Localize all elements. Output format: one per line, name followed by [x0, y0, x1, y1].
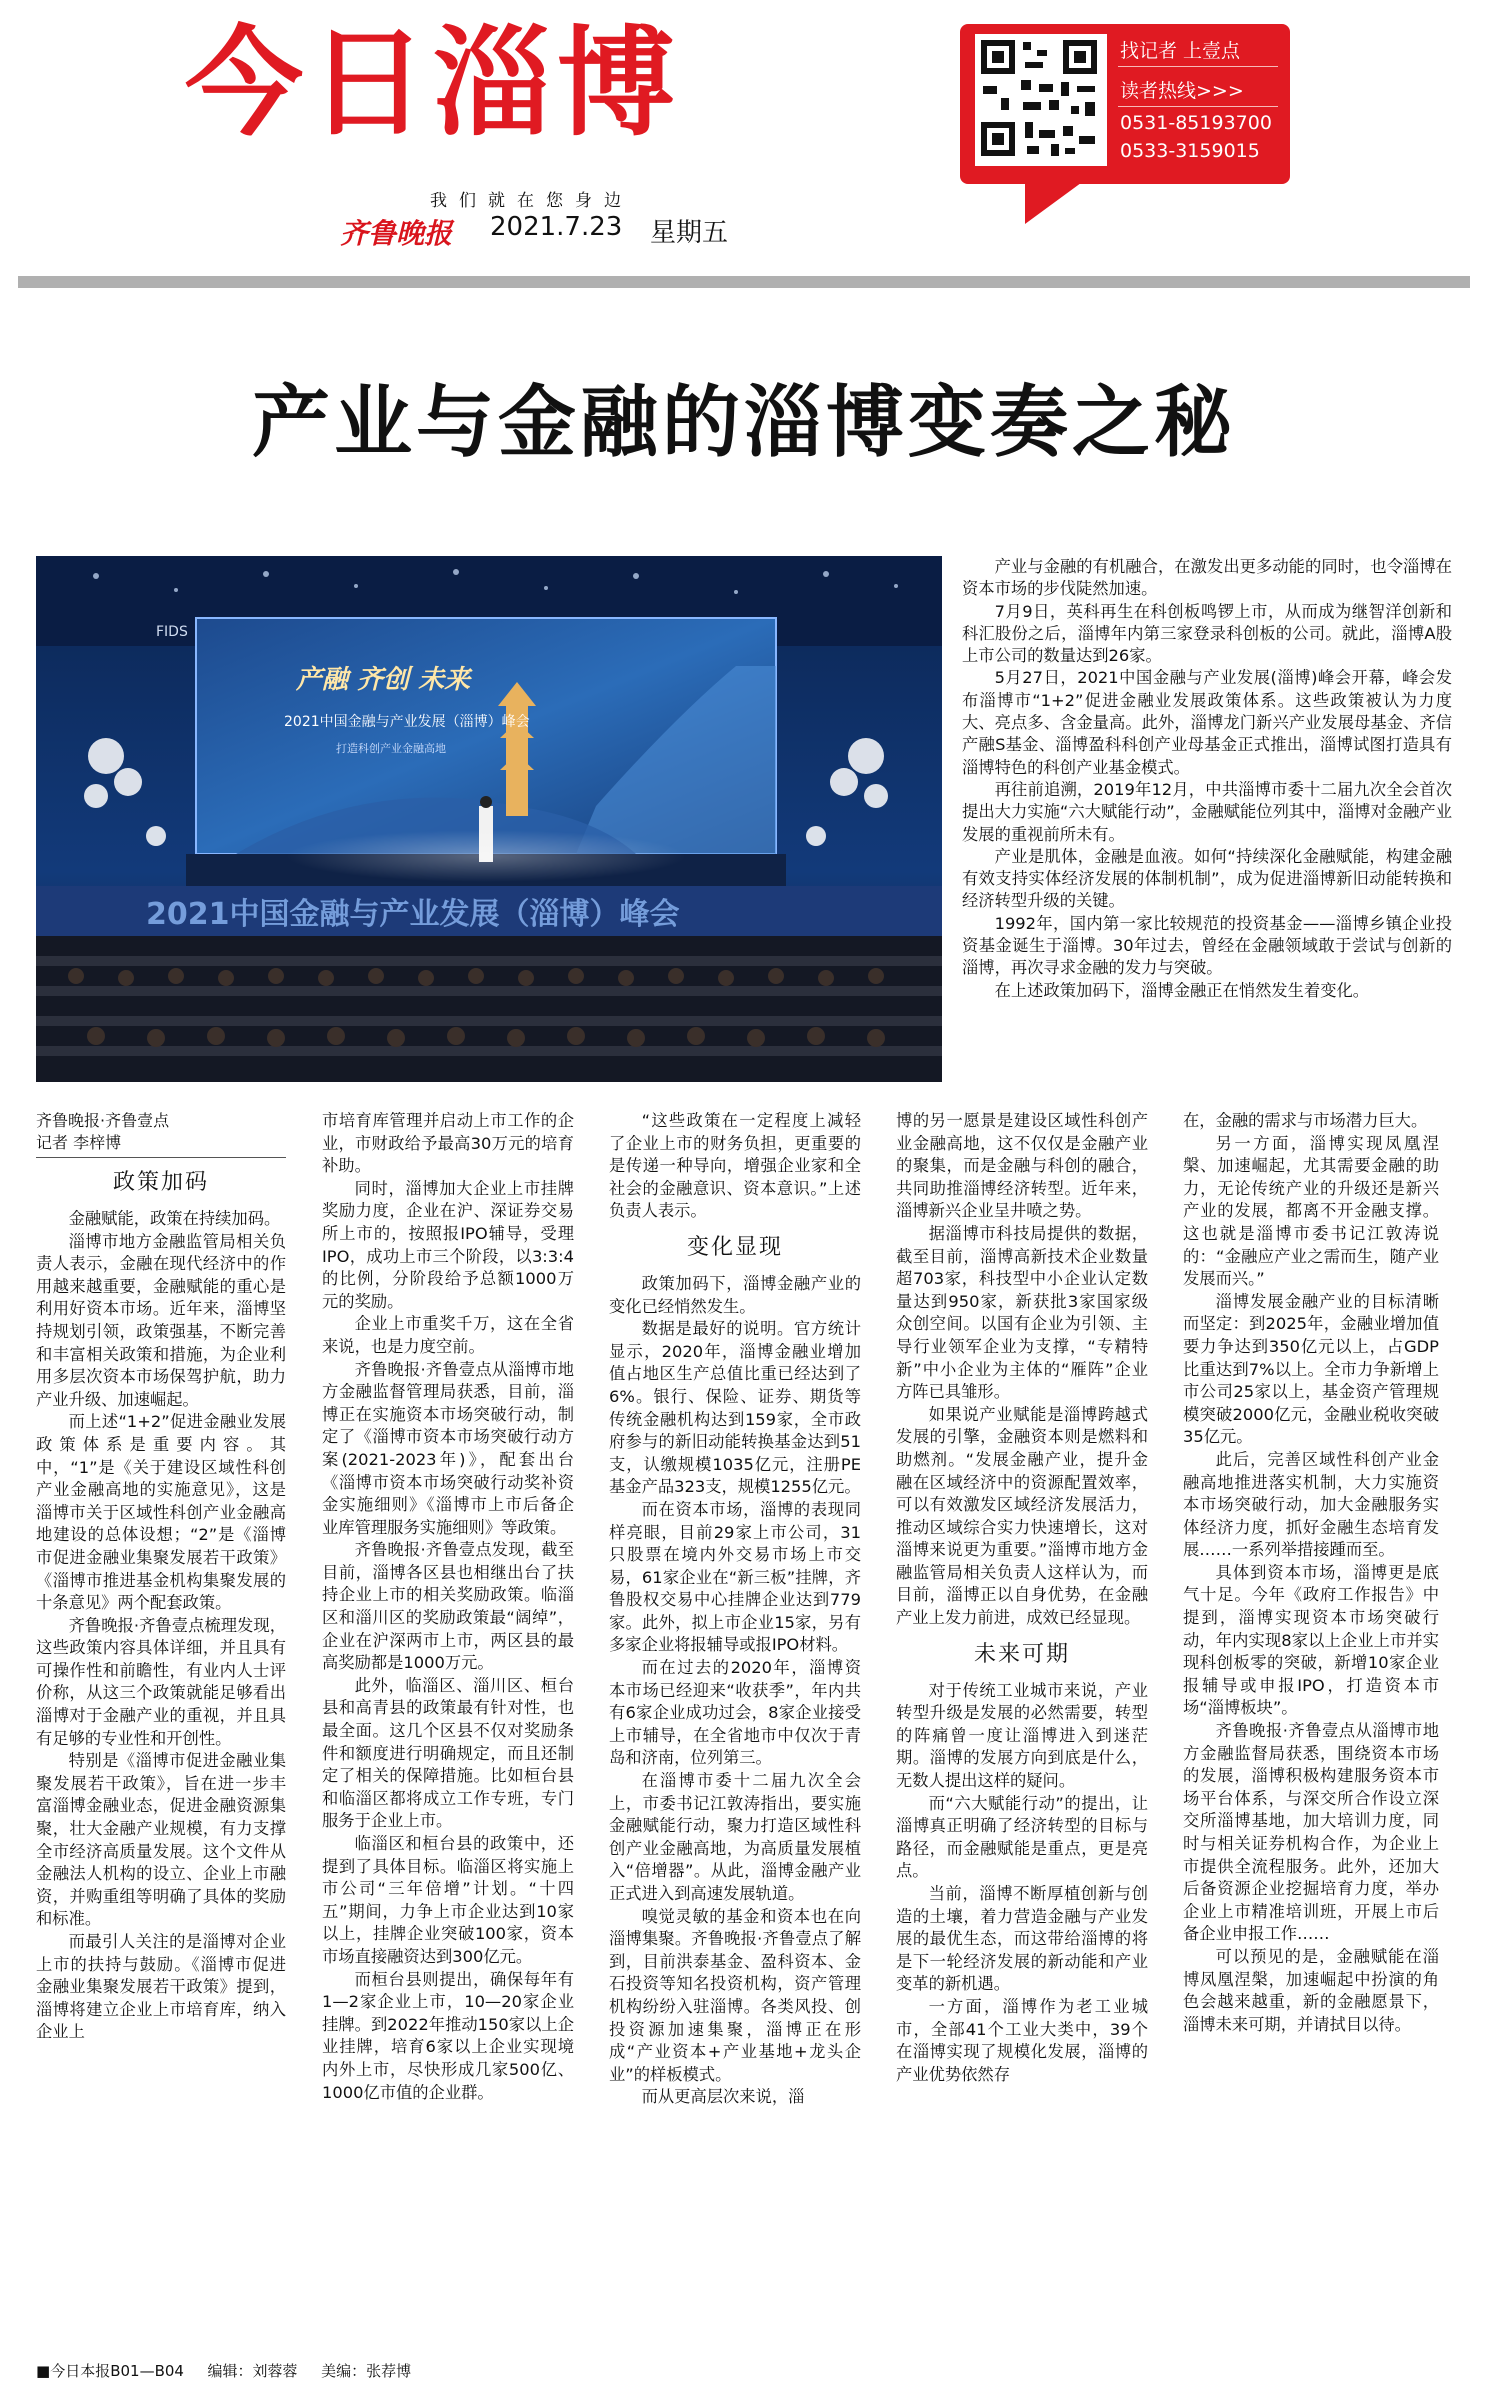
hotline-phone-1[interactable]: 0531-85193700 — [1120, 112, 1272, 134]
stage-banner: 2021中国金融与产业发展（淄博）峰会 — [146, 897, 680, 932]
body-paragraph: 而在过去的2020年，淄博资本市场已经迎来“收获季”，年内共有6家企业成功过会，8家企业接受上市辅导，在全省地市中仅次于青岛和济南，位列第三。 — [609, 1658, 861, 1768]
hotline-phone-2[interactable]: 0533-3159015 — [1120, 140, 1260, 162]
body-paragraph: 对于传统工业城市来说，产业转型升级是发展的必然需要，转型的阵痛曾一度让淄博进入到迷茫期。淄博的发展方向到底是什么，无数人提出这样的疑问。 — [896, 1680, 1148, 1791]
body-paragraph: 特别是《淄博市促进金融业集聚发展若干政策》，旨在进一步丰富淄博金融业态，促进金融资源集聚，壮大金融产业规模，有力支撑全市经济高质量发展。这个文件从金融法人机构的设立、企业上市融资，并购重组等明确了具体的奖励和标准。 — [36, 1751, 286, 1929]
issue-date: 2021.7.23 — [490, 212, 623, 242]
body-paragraph: 数据是最好的说明。官方统计显示，2020年，淄博金融业增加值占地区生产总值比重已经达到了6%。银行、保险、证券、期货等传统金融机构达到159家，全市政府参与的新旧动能转换基金达到51支，认缴规模1035亿元，注册PE基金产品323支，规模1255亿元。 — [609, 1319, 861, 1497]
article-column-2 — [322, 1110, 574, 2104]
body-paragraph: 而上述“1+2”促进金融业发展政策体系是重要内容。其中，“1”是《关于建设区域性科创产业金融高地的实施意见》，这是淄博市关于区域性科创产业金融高地建设的总体设想；“2”是《淄博市促进金融业集聚发展若干政策》《淄博市推进基金机构集聚发展的十条意见》两个配套政策。 — [36, 1412, 286, 1613]
body-paragraph: 而在资本市场，淄博的表现同样亮眼，目前29家上市公司，31只股票在境内外交易市场上市交易，61家企业在“新三板”挂牌，齐鲁股权交易中心挂牌企业达到779家。此外，拟上市企业15家，另有多家企业将报辅导或报IPO材料。 — [609, 1499, 861, 1655]
lead-paragraph: 再往前追溯，2019年12月，中共淄博市委十二届九次全会首次提出大力实施“六大赋能行动”，金融赋能位列其中，淄博对金融产业发展的重视前所未有。 — [962, 779, 1452, 844]
body-paragraph: 此外，临淄区、淄川区、桓台县和高青县的政策最有针对性，也最全面。这几个区县不仅对奖励条件和额度进行明确规定，而且还制定了相关的保障措施。比如桓台县和临淄区都将成立工作专班，专门服务于企业上市。 — [322, 1675, 574, 1831]
article-headline: 产业与金融的淄博变奏之秘 — [251, 378, 1236, 468]
footer-square-icon: ■ — [36, 2362, 51, 2380]
body-paragraph: 而最引人关注的是淄博对企业上市的扶持与鼓励。《淄博市促进金融业集聚发展若干政策》提到，淄博将建立企业上市培育库，纳入企业上 — [36, 1932, 286, 2042]
body-paragraph: 在淄博市委十二届九次全会上，市委书记江敦涛指出，要实施金融赋能行动，聚力打造区域性科创产业金融高地，为高质量发展植入“倍增器”。从此，淄博金融产业正式进入到高速发展轨道。 — [609, 1771, 861, 1903]
contact-divider — [1118, 66, 1278, 67]
event-logo: FIDS — [156, 624, 188, 640]
body-paragraph: 在，金融的需求与市场潜力巨大。 — [1183, 1111, 1428, 1130]
byline-rule — [36, 1157, 286, 1158]
body-paragraph: 具体到资本市场，淄博更是底气十足。今年《政府工作报告》中提到，淄博实现资本市场突破行动，年内实现8家以上企业上市并实现科创板零的突破，新增10家企业报辅导或申报IPO，打造资本市场“淄博板块”。 — [1183, 1562, 1439, 1718]
body-paragraph: 博的另一愿景是建设区域性科创产业金融高地，这不仅仅是金融产业的聚集，而是金融与科创的融合，共同助推淄博经济转型。近年来，淄博新兴企业呈井喷之势。 — [896, 1111, 1148, 1221]
masthead-title: 今日淄博 — [185, 14, 682, 152]
summit-photo — [36, 556, 942, 1082]
lead-paragraph: 产业是肌体，金融是血液。如何“持续深化金融赋能，构建金融有效支持实体经济发展的体制机制”，成为促进淄博新旧动能转换和经济转型升级的关键。 — [962, 846, 1452, 911]
body-paragraph: 齐鲁晚报·齐鲁壹点梳理发现，这些政策内容具体详细，并且具有可操作性和前瞻性，有业内人士评价称，从这三个政策就能足够看出淄博对于金融产业的重视，并且具有足够的专业性和开创性。 — [36, 1615, 286, 1748]
page-footer — [36, 2360, 411, 2381]
article-column-4 — [896, 1110, 1148, 2086]
body-paragraph: 淄博发展金融产业的目标清晰而坚定：到2025年，金融业增加值要力争达到350亿元以上，占GDP比重达到7%以上。全市力争新增上市公司25家以上，基金资产管理规模突破2000亿元，金融业税收突破35亿元。 — [1183, 1291, 1439, 1447]
hotline-label: 读者热线>>> — [1120, 80, 1244, 102]
body-paragraph: 而“六大赋能行动”的提出，让淄博真正明确了经济转型的目标与路径，而金融赋能是重点，更是亮点。 — [896, 1793, 1148, 1881]
footer-editor: 编辑：刘蓉蓉 — [207, 2362, 298, 2380]
article-column-1 — [36, 1110, 286, 2044]
article-lead — [962, 556, 1452, 1002]
lead-paragraph: 1992年，国内第一家比较规范的投资基金——淄博乡镇企业投资基金诞生于淄博。30年过去，曾经在金融领域敢于尝试与创新的淄博，再次寻求金融的发力与突破。 — [962, 913, 1452, 978]
footer-pages: 今日本报B01—B04 — [50, 2362, 184, 2380]
body-paragraph: 齐鲁晚报·齐鲁壹点发现，截至目前，淄博各区县也相继出台了扶持企业上市的相关奖励政策。临淄区和淄川区的奖励政策最“阔绰”，企业在沪深两市上市，两区县的最高奖励都是1000万元。 — [322, 1540, 574, 1673]
issue-weekday: 星期五 — [650, 218, 729, 248]
lead-paragraph: 5月27日，2021中国金融与产业发展(淄博)峰会开幕，峰会发布淄博市“1+2”促进金融业发展政策体系。这些政策被认为力度大、亮点多、含金量高。此外，淄博龙门新兴产业发展母基金、齐信产融S基金、淄博盈科科创产业母基金正式推出，淄博试图打造具有淄博特色的科创产业基金模式。 — [962, 668, 1452, 777]
section-heading: 变化显现 — [686, 1234, 783, 1260]
body-paragraph: 嗅觉灵敏的基金和资本也在向淄博集聚。齐鲁晚报·齐鲁壹点了解到，目前洪泰基金、盈科资本、金石投资等知名投资机构，资产管理机构纷纷入驻淄博。各类风投、创投资源加速集聚，淄博正在形成“产业资本+产业基地+龙头企业”的样板模式。 — [609, 1906, 861, 2084]
body-paragraph: 齐鲁晚报·齐鲁壹点从淄博市地方金融监督局获悉，围绕资本市场的发展，淄博积极构建服务资本市场平台体系，与深交所合作设立深交所淄博基地，加大培训力度，同时与相关证券机构合作，为企业上市提供全流程服务。此外，还加大后备资源企业挖掘培育力度，举办企业上市精准培训班，开展上市后备企业申报工作…… — [1183, 1721, 1439, 1944]
masthead-slogan: 我们就在您身边 — [430, 191, 633, 211]
body-paragraph: 临淄区和桓台县的政策中，还提到了具体目标。临淄区将实施上市公司“三年倍增”计划。“十四五”期间，力争上市企业达到10家以上，挂牌企业突破100家，资本市场直接融资达到300亿元。 — [322, 1834, 574, 1966]
body-paragraph: 而从更高层次来说，淄 — [641, 2087, 805, 2107]
article-column-5 — [1183, 1110, 1439, 2036]
qr-code-icon[interactable] — [975, 34, 1107, 166]
article-column-3 — [609, 1110, 861, 2109]
body-paragraph: 如果说产业赋能是淄博跨越式发展的引擎，金融资本则是燃料和助燃剂。“发展金融产业，提升金融在区域经济中的资源配置效率，可以有效激发区域经济发展活力，推动区域综合实力快速增长，这对淄博来说更为重要。”淄博市地方金融监管局相关负责人这样认为，而目前，淄博正以自身优势，在金融产业上发力前进，成效已经显现。 — [896, 1404, 1148, 1628]
body-paragraph: 此后，完善区域性科创产业金融高地推进落实机制，大力实施资本市场突破行动，加大金融服务实体经济力度，抓好金融生态培育发展……一系列举措接踵而至。 — [1183, 1449, 1439, 1560]
byline-reporter: 记者 李梓博 — [36, 1133, 122, 1152]
lead-paragraph: 7月9日，英科再生在科创板鸣锣上市，从而成为继智洋创新和科汇股份之后，淄博年内第三家登录科创板的公司。就此，淄博A股上市公司的数量达到26家。 — [962, 601, 1452, 666]
body-paragraph: 市培育库管理并启动上市工作的企业，市财政给予最高30万元的培育补助。 — [322, 1111, 574, 1176]
body-paragraph: 齐鲁晚报·齐鲁壹点从淄博市地方金融监督管理局获悉，目前，淄博正在实施资本市场突破行动，制定了《淄博市资本市场突破行动方案(2021-2023年)》，配套出台《淄博市资本市场突破行动奖补资金实施细则》《淄博市上市后备企业库管理服务实施细则》等政策。 — [322, 1359, 574, 1537]
masthead-rule — [18, 276, 1470, 288]
body-paragraph: 据淄博市科技局提供的数据，截至目前，淄博高新技术企业数量超703家，科技型中小企业认定数量达到950家，新获批3家国家级众创空间。以国有企业为引领、主导行业领军企业为支撑，“专精特新”中小企业为主体的“雁阵”企业方阵已具雏形。 — [896, 1223, 1148, 1402]
byline-source: 齐鲁晚报·齐鲁壹点 — [36, 1111, 170, 1130]
body-paragraph: 企业上市重奖千万，这在全省来说，也是力度空前。 — [322, 1314, 574, 1356]
contact-divider — [1118, 106, 1278, 107]
section-heading: 未来可期 — [973, 1641, 1070, 1667]
body-paragraph: “这些政策在一定程度上减轻了企业上市的财务负担，更重要的是传递一种导向，增强企业家和全社会的金融意识、资本意识。”上述负责人表示。 — [609, 1111, 861, 1221]
screen-subtitle: 打造科创产业金融高地 — [336, 742, 446, 755]
lead-paragraph: 产业与金融的有机融合，在激发出更多动能的同时，也令淄博在资本市场的步伐陡然加速。 — [962, 557, 1452, 599]
section-heading: 政策加码 — [112, 1170, 209, 1195]
body-paragraph: 而桓台县则提出，确保每年有1—2家企业上市，10—20家企业挂牌。到2022年推动150家以上企业挂牌，培育6家以上企业实现境内外上市，尽快形成几家500亿、1000亿市值的企业群。 — [322, 1969, 574, 2102]
find-reporter-label: 找记者 上壹点 — [1120, 40, 1241, 62]
body-paragraph: 淄博市地方金融监管局相关负责人表示，金融在现代经济中的作用越来越重要，金融赋能的重心是利用好资本市场。近年来，淄博坚持规划引领，政策强基，不断完善和丰富相关政策和措施，为企业利用多层次资本市场保驾护航，助力产业升级、加速崛起。 — [36, 1231, 286, 1409]
body-paragraph: 另一方面，淄博实现凤凰涅槃、加速崛起，尤其需要金融的助力，无论传统产业的升级还是新兴产业的发展，都离不开金融支撑。这也就是淄博市委书记江敦涛说的：“金融应产业之需而生，随产业发展而兴。” — [1183, 1133, 1439, 1289]
footer-designer: 美编：张荐博 — [321, 2362, 412, 2380]
screen-title: 2021中国金融与产业发展（淄博）峰会 — [284, 714, 530, 730]
screen-slogan: 产融 齐创 未来 — [296, 665, 471, 695]
contact-box-tail — [1025, 180, 1085, 224]
lead-paragraph: 在上述政策加码下，淄博金融正在悄然发生着变化。 — [994, 980, 1370, 1000]
body-paragraph: 政策加码下，淄博金融产业的变化已经悄然发生。 — [609, 1273, 861, 1316]
body-paragraph: 一方面，淄博作为老工业城市，全部41个工业大类中，39个在淄博实现了规模化发展，淄博的产业优势依然存 — [896, 1996, 1148, 2084]
body-paragraph: 金融赋能，政策在持续加码。 — [68, 1209, 281, 1228]
body-paragraph: 同时，淄博加大企业上市挂牌奖励力度，企业在沪、深证券交易所上市的，按照报IPO辅导，受理IPO，成功上市三个阶段，以3:3:4的比例，分阶段给予总额1000万元的奖励。 — [322, 1178, 574, 1311]
body-paragraph: 当前，淄博不断厚植创新与创造的土壤，着力营造金融与产业发展的最优生态，而这带给淄博的将是下一轮经济发展的新动能和产业变革的新机遇。 — [896, 1884, 1148, 1994]
newspaper-brand: 齐鲁晚报 — [340, 217, 453, 250]
body-paragraph: 可以预见的是，金融赋能在淄博凤凰涅槃，加速崛起中扮演的角色会越来越重，新的金融愿景下，淄博未来可期，并请拭目以待。 — [1183, 1946, 1439, 2034]
